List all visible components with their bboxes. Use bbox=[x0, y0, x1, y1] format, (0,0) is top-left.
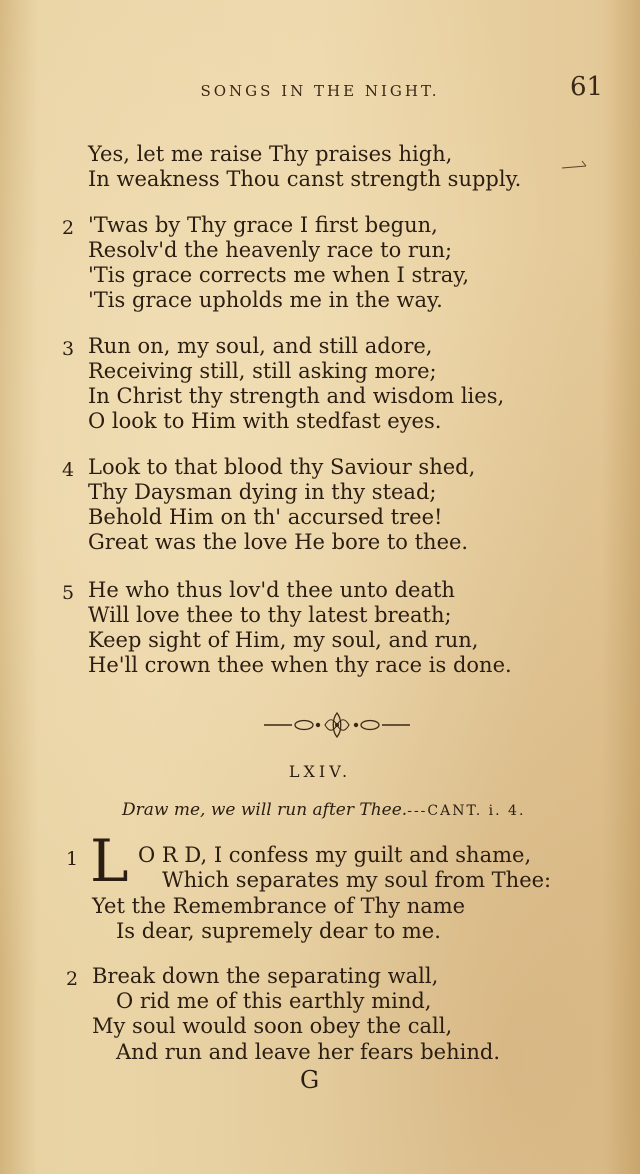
verse-line: Which separates my soul from Thee: bbox=[162, 868, 552, 892]
verse-line: 'Tis grace corrects me when I stray, bbox=[88, 263, 470, 287]
stanza-number: 3 bbox=[62, 338, 75, 360]
epigraph-quote: Draw me, we will run after Thee. bbox=[122, 800, 408, 820]
verse-line: O R D, I confess my guilt and shame, bbox=[138, 843, 532, 867]
verse-line: Keep sight of Him, my soul, and run, bbox=[88, 628, 479, 652]
page-number: 61 bbox=[570, 72, 604, 102]
verse-line: Run on, my soul, and still adore, bbox=[88, 334, 433, 358]
verse-line: O rid me of this earthly mind, bbox=[116, 989, 432, 1013]
stanza-number: 1 bbox=[66, 848, 79, 870]
drop-cap: L bbox=[90, 827, 129, 895]
verse-line: 'Twas by Thy grace I first begun, bbox=[88, 213, 438, 237]
verse-line: He who thus lov'd thee unto death bbox=[88, 578, 455, 602]
epigraph-reference: ---CANT. i. 4. bbox=[407, 803, 526, 819]
stanza-number: 2 bbox=[62, 217, 75, 239]
margin-mark-icon bbox=[560, 158, 590, 172]
verse-line: Resolv'd the heavenly race to run; bbox=[88, 238, 453, 262]
verse-line: And run and leave her fears behind. bbox=[116, 1040, 500, 1064]
verse-line: In weakness Thou canst strength supply. bbox=[88, 167, 522, 191]
epigraph bbox=[122, 800, 525, 820]
verse-line: Yes, let me raise Thy praises high, bbox=[88, 142, 453, 166]
verse-line: In Christ thy strength and wisdom lies, bbox=[88, 384, 505, 408]
hymn-heading: LXIV. bbox=[288, 762, 352, 781]
verse-line: My soul would soon obey the call, bbox=[92, 1014, 453, 1038]
verse-line: Receiving still, still asking more; bbox=[88, 359, 437, 383]
verse-line: Great was the love He bore to thee. bbox=[88, 530, 469, 554]
verse-line: He'll crown thee when thy race is done. bbox=[88, 653, 512, 677]
stanza-number: 5 bbox=[62, 582, 75, 604]
verse-line: Is dear, supremely dear to me. bbox=[116, 919, 441, 943]
flourish-ornament-icon bbox=[262, 710, 412, 740]
stanza-number: 2 bbox=[66, 968, 79, 990]
verse-line: Will love thee to thy latest breath; bbox=[88, 603, 452, 627]
verse-line: 'Tis grace upholds me in the way. bbox=[88, 288, 443, 312]
stanza-number: 4 bbox=[62, 459, 75, 481]
verse-line: O look to Him with stedfast eyes. bbox=[88, 409, 442, 433]
verse-line: Thy Daysman dying in thy stead; bbox=[88, 480, 437, 504]
signature-mark: G bbox=[300, 1066, 320, 1094]
running-head: SONGS IN THE NIGHT. bbox=[200, 82, 440, 100]
verse-line: Break down the separating wall, bbox=[92, 964, 439, 988]
verse-line: Behold Him on th' accursed tree! bbox=[88, 505, 443, 529]
verse-line: Look to that blood thy Saviour shed, bbox=[88, 455, 476, 479]
verse-line: Yet the Remembrance of Thy name bbox=[92, 894, 466, 918]
